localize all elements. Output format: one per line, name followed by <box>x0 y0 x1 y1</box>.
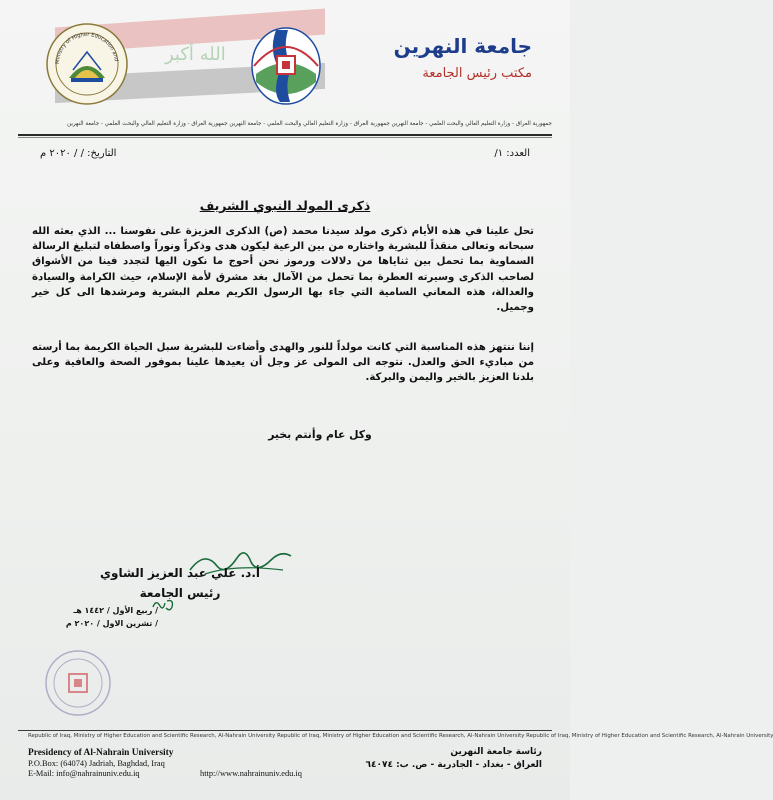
footer-contact-en <box>28 748 173 780</box>
footer-presidency-ar: رئاسة جامعة النهرين <box>450 747 542 757</box>
footer-email[interactable]: E-Mail: info@nahrainuniv.edu.iq <box>28 769 140 778</box>
footer-address-ar: العراق - بغداد - الجادرية - ص. ب: ٦٤٠٧٤ <box>365 760 542 770</box>
signer-title: رئيس الجامعة <box>139 586 221 600</box>
footer-website[interactable]: http://www.nahrainuniv.edu.iq <box>200 769 302 778</box>
footer-divider <box>18 730 552 731</box>
gregorian-date: / تشرين الاول / ٢٠٢٠ م <box>65 619 158 628</box>
header-divider <box>18 134 552 136</box>
ministry-seal-icon <box>45 22 129 106</box>
university-stamp-icon <box>44 648 112 718</box>
university-seal-icon <box>250 22 322 108</box>
reference-date: التاريخ: / / ٢٠٢٠ م <box>40 148 117 159</box>
letter-paragraph-2: إننا ننتهز هذه المناسبة التي كانت مولداً للنور والهدى وأضاءت للبشرية سبل الحياة الكريمة بما أرسته من مباديء الحق والعدل. نتوجه الى المولى عز وجل أن يعيدها علينا بموفور الصحة والعافية وعلى بلدنا العزيز بالخير واليمن والبركة. <box>32 342 534 384</box>
signer-name: أ.د. علي عبد العزيز الشاوي <box>100 566 260 580</box>
signature-dates <box>58 604 158 630</box>
footer-presidency: Presidency of Al-Nahrain University <box>28 748 174 758</box>
office-name: مكتب رئيس الجامعة <box>422 66 532 81</box>
footer-contact-ar <box>365 746 542 772</box>
hijri-date: / ربيع الأول / ١٤٤٢ هـ <box>73 606 158 615</box>
reference-number: العدد: ١/ <box>494 148 530 159</box>
letter-closing: وكل عام وأنتم بخير <box>268 428 372 441</box>
letter-subject: ذكرى المولد النبوي الشريف <box>199 198 371 213</box>
ministry-line: جمهورية العراق - وزارة التعليم العالي والبحث العلمي - جامعة النهرين جمهورية العراق - وزارة التعليم العالي والبحث العلمي - جامعة النهرين جمهورية العراق - وزارة التعليم العالي والبحث العلمي - جامعة النهرين <box>67 121 552 127</box>
flag-script: الله أكبر <box>165 44 226 65</box>
header-divider-thin <box>18 137 552 138</box>
handwritten-day <box>150 597 178 613</box>
footer-po-box: P.O.Box: (64074) Jadriah, Baghdad, Iraq <box>28 758 165 768</box>
letter-paragraph-1: تحل علينا في هذه الأيام ذكرى مولد سيدنا محمد (ص) الذكرى العزيزة على نفوسنا ... الذي بعثه الله سبحانه وتعالى منقذاً للبشرية واختاره من بين الرعية ليكون هدى وذكراً ونوراً واصطفاه لتبليغ الرسالة السماوية بما تحمل بين ثناياها من دلالات ورموز نحن أحوج ما نكون اليها لتجدد فينا من الأشواق لصاحب الذكرى وسيرته العطرة بما تحمل من الآمال بغد مشرق لأمة الإسلام، حيث الكرامة والسيادة والعدالة، هذه المعاني السامية التي جاء بها الرسول الكريم معلم البشرية ومرشدها الى كل خير وجميل. <box>32 226 534 314</box>
university-name: جامعة النهرين <box>393 34 532 58</box>
seal-arc-text: Ministry of Higher Education and <box>54 31 119 65</box>
footer-ministry-line: Republic of Iraq, Ministry of Higher Education and Scientific Research, Al-Nahrain University Republic of Iraq, Ministry of Higher Education and Scientific Research, Al-Nahrain University Republic of Iraq, Ministry of Higher Education and Scientific Research, Al-Nahrain University <box>28 733 773 739</box>
